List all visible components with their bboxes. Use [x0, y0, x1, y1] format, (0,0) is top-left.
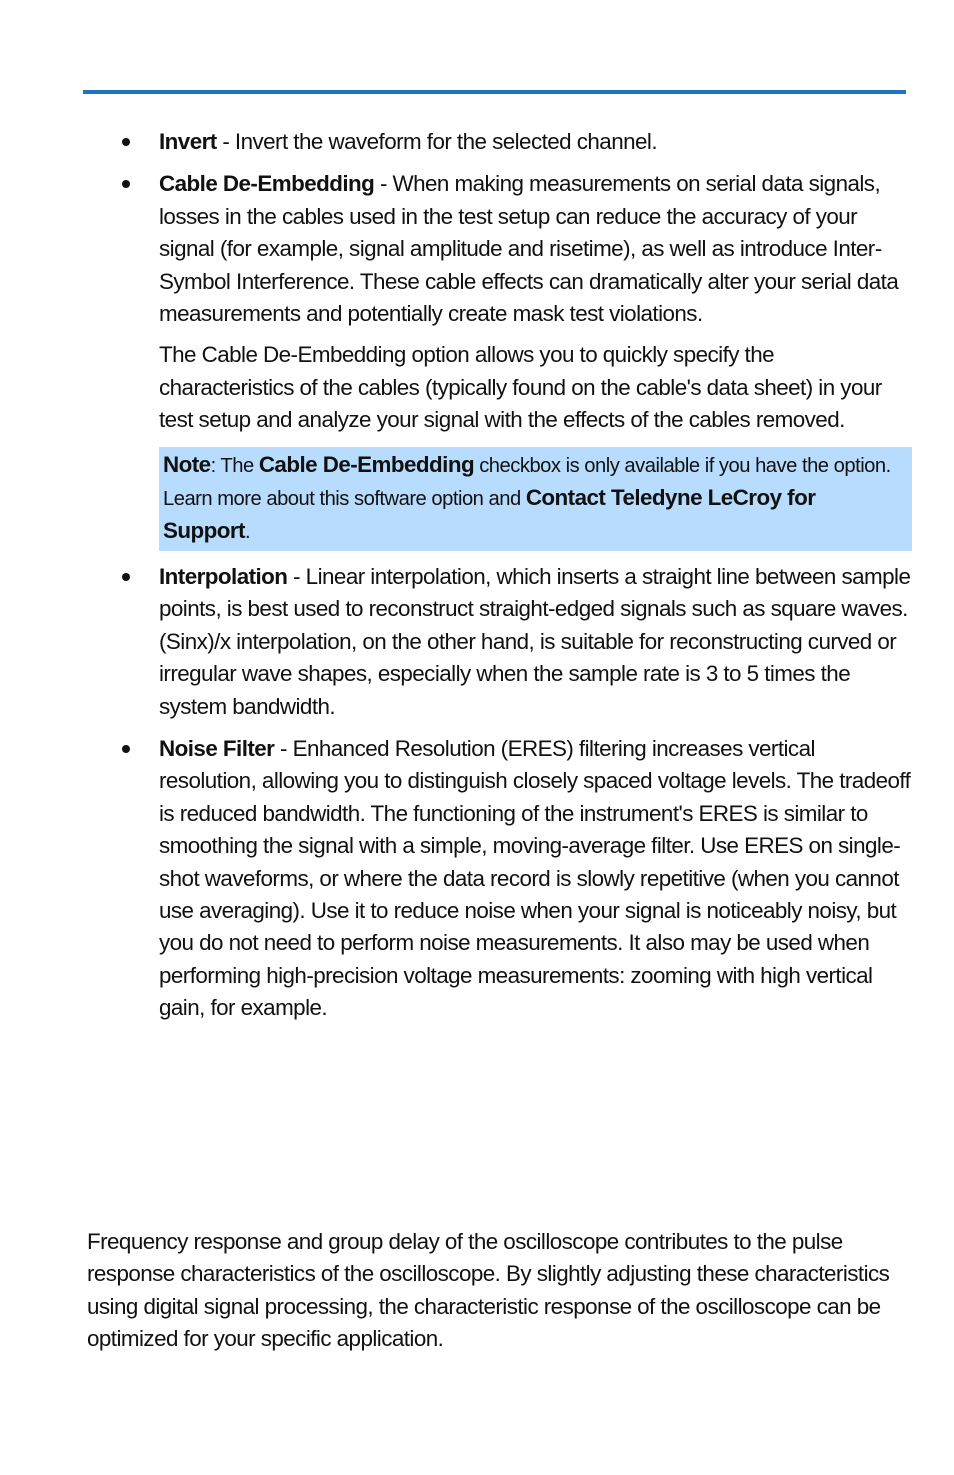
note-prefix: : The: [210, 454, 259, 477]
term-cable-de-embedding: Cable De-Embedding: [159, 171, 375, 197]
list-item-noise-filter: [122, 733, 912, 1025]
note-suffix: .: [244, 521, 251, 544]
note-middle: checkbox is only available if you have the option. Learn more about this software option and: [163, 454, 891, 511]
header-rule: [83, 90, 906, 94]
noise-filter-description: [159, 733, 912, 1025]
term-invert: Invert: [159, 129, 217, 154]
bullet-icon: [122, 138, 130, 146]
term-interpolation: Interpolation: [159, 563, 288, 589]
interpolation-description: [159, 561, 912, 723]
invert-text: - Invert the waveform for the selected channel.: [216, 129, 657, 154]
bullet-icon: [122, 745, 130, 753]
invert-description: [159, 126, 912, 158]
interpolation-text: - Linear interpolation, which inserts a straight line between sample points, is best used to reconstruct straight-edged signals such as square waves. (Sinx)/x interpolation, on the other hand, is suitable for reconstructing curved or irregular wave shapes, especially when the sample rate is 3 to 5 times the system bandwidth.: [159, 563, 911, 719]
note-label: Note: [163, 451, 211, 477]
cable-de-embedding-description: [159, 168, 912, 330]
cable-de-embedding-text: - When making measurements on serial data signals, losses in the cables used in the test setup can reduce the accuracy of your signal (for example, signal amplitude and risetime), as well as introduce Inter-Symbol Interference. These cable effects can dramatically alter your serial data measurements and potentially create mask test violations.: [159, 171, 899, 327]
note-box: [159, 447, 912, 551]
list-item-interpolation: [122, 561, 912, 723]
closing-paragraph: Frequency response and group delay of the oscilloscope contributes to the pulse response characteristics of the oscilloscope. By slightly adjusting these characteristics using digital signal processing, the characteristic response of the oscilloscope can be optimized for your specific application.: [87, 1229, 890, 1352]
cable-de-embedding-extra: The Cable De-Embedding option allows you to quickly specify the characteristics of the cables (typically found on the cable's data sheet) in your test setup and analyze your signal with the effects of the cables removed.: [159, 342, 882, 433]
bullet-icon: [122, 180, 130, 188]
list-item-cable-de-embedding: [122, 168, 912, 550]
list-item-invert: [122, 126, 912, 158]
note-feature-name: Cable De-Embedding: [258, 451, 475, 477]
noise-filter-text: - Enhanced Resolution (ERES) filtering increases vertical resolution, allowing you to distinguish closely spaced voltage levels. The tradeoff is reduced bandwidth. The functioning of the instrument's ERES is similar to smoothing the signal with a simple, moving-average filter. Use ERES on single-shot waveforms, or where the data record is slowly repetitive (when you cannot use averaging). Use it to reduce noise when your signal is noticeably noisy, but you do not need to perform noise measurements. It also may be used when performing high-precision voltage measurements: zooming with high vertical gain, for example.: [159, 735, 911, 1021]
bullet-icon: [122, 573, 130, 581]
option-list: [122, 126, 912, 1035]
contact-support-link[interactable]: Contact Teledyne LeCroy for Support: [163, 485, 816, 544]
term-noise-filter: Noise Filter: [159, 735, 275, 761]
